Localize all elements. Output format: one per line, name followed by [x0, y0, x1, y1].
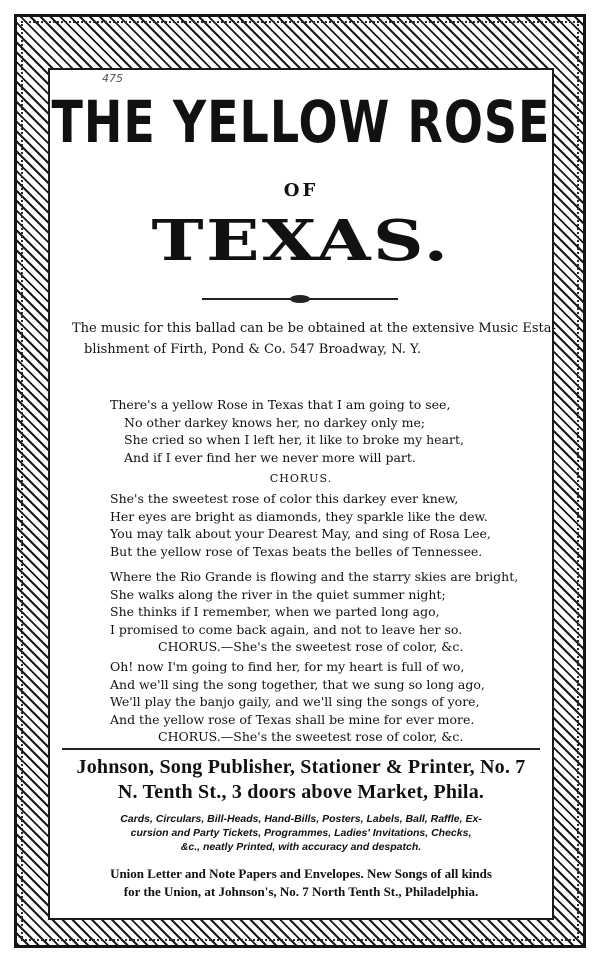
verse-line: But the yellow rose of Texas beats the belles of Tennessee.	[110, 543, 483, 559]
services-line: &c., neatly Printed, with accuracy and despatch.	[180, 841, 422, 853]
verse-line: And the yellow rose of Texas shall be mine for ever more.	[110, 711, 475, 727]
verse-2	[110, 568, 550, 656]
verse-line: And if I ever find her we never more will part.	[124, 449, 416, 465]
verse-line: She thinks if I remember, when we parted long ago,	[110, 604, 440, 619]
chorus-refrain: CHORUS.—She's the sweetest rose of color, &c.	[158, 639, 464, 654]
verse-line: Oh! now I'm going to find her, for my heart is full of wo,	[110, 659, 465, 674]
verse-line: And we'll sing the song together, that we sung so long ago,	[110, 676, 485, 692]
publisher-line: Johnson, Song Publisher, Stationer & Printer, No. 7	[76, 756, 526, 778]
intro-line: The music for this ballad can be be obtained at the extensive Music Esta-	[72, 321, 556, 336]
intro-line: blishment of Firth, Pond & Co. 547 Broadway, N. Y.	[84, 342, 422, 357]
verse-line: I promised to come back again, and not to leave her so.	[110, 621, 463, 637]
chorus-refrain: CHORUS.—She's the sweetest rose of color, &c.	[158, 729, 464, 744]
title-divider	[202, 298, 398, 300]
verse-line: Her eyes are bright as diamonds, they sparkle like the dew.	[110, 508, 488, 524]
chorus	[110, 490, 550, 560]
verse-line: There's a yellow Rose in Texas that I am going to see,	[110, 397, 451, 412]
verse-line: She's the sweetest rose of color this darkey ever knew,	[110, 491, 459, 506]
title-texas: TEXAS.	[151, 208, 451, 274]
intro-text	[66, 318, 556, 360]
verse-line: She cried so when I left her, it like to broke my heart,	[124, 432, 465, 447]
union-line: Union Letter and Note Papers and Envelopes. New Songs of all kinds	[110, 866, 492, 881]
verse-line: She walks along the river in the quiet summer night;	[110, 586, 446, 602]
section-divider	[62, 748, 540, 750]
publisher-line: N. Tenth St., 3 doors above Market, Phila.	[117, 781, 485, 803]
title-main: THE YELLOW ROSE	[51, 88, 551, 156]
services-line: cursion and Party Tickets, Programmes, Ladies' Invitations, Checks,	[130, 827, 472, 839]
verse-line: We'll play the banjo gaily, and we'll sing the songs of yore,	[110, 694, 480, 709]
union-line: for the Union, at Johnson's, No. 7 North Tenth St., Philadelphia.	[123, 884, 479, 899]
services-line: Cards, Circulars, Bill-Heads, Hand-Bills, Posters, Labels, Ball, Raffle, Ex-	[120, 813, 482, 825]
title-of: OF	[283, 180, 319, 201]
handwritten-note: 475	[102, 72, 123, 85]
verse-line: No other darkey knows her, no darkey only me;	[124, 414, 426, 430]
verse-3	[110, 658, 550, 746]
verse-line: You may talk about your Dearest May, and sing of Rosa Lee,	[110, 526, 491, 541]
verse-line: Where the Rio Grande is flowing and the starry skies are bright,	[110, 569, 519, 584]
chorus-heading: CHORUS.	[269, 472, 333, 485]
verse-1	[110, 396, 550, 466]
